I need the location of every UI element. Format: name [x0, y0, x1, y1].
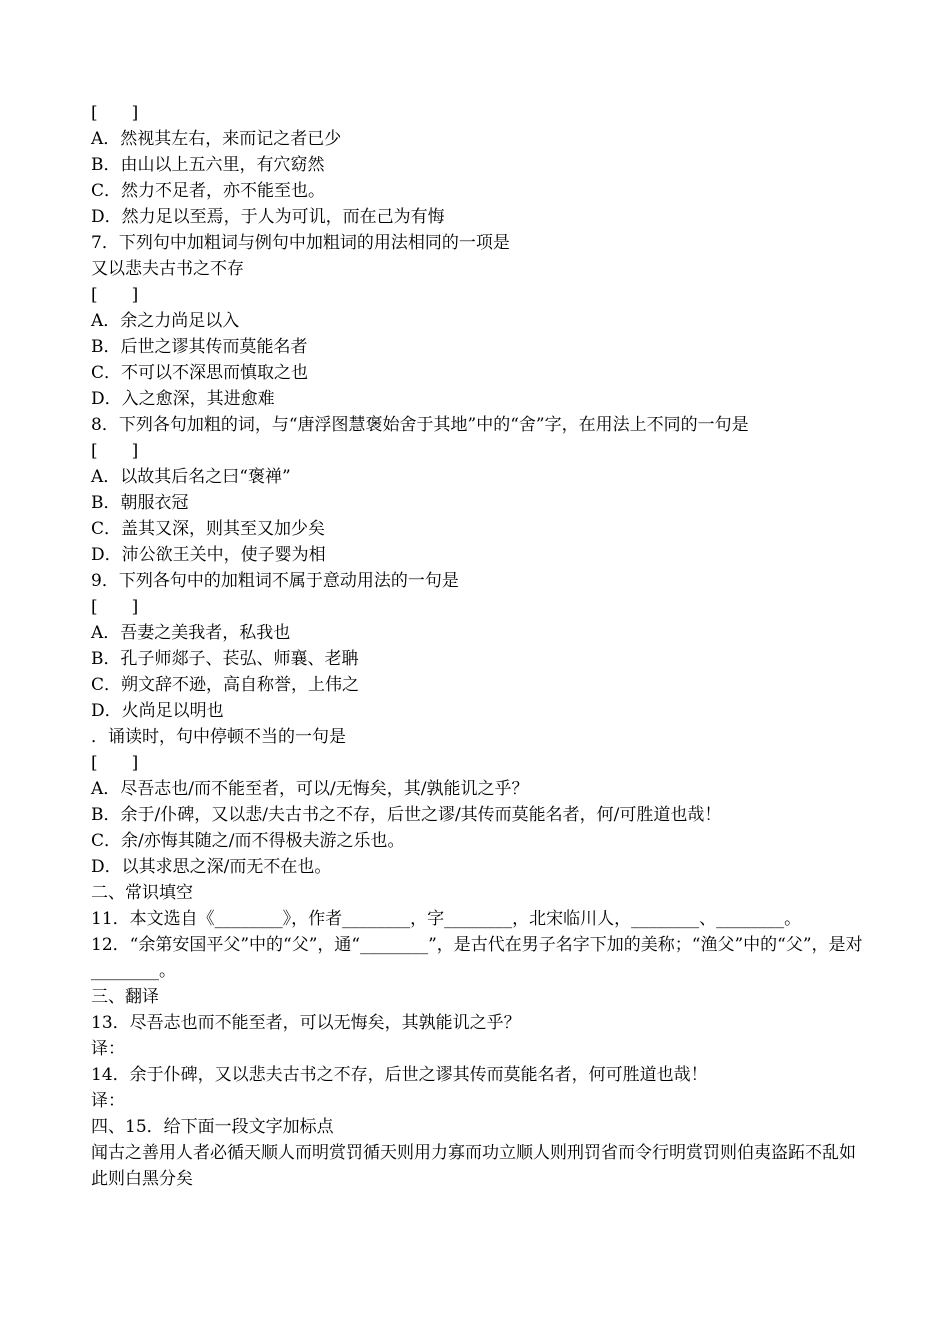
question-11: 11．本文选自《________》，作者________，字________，北宋临川人，________、________。: [91, 909, 802, 929]
question-7: 7．下列句中加粗词与例句中加粗词的用法相同的一项是: [91, 233, 510, 253]
option-d: D．沛公欲王关中，使子婴为相: [91, 545, 326, 565]
option-d: D．入之愈深，其进愈难: [91, 389, 275, 409]
option-d: D．以其求思之深/而无不在也。: [91, 857, 332, 877]
translation-label: 译：: [91, 1039, 125, 1059]
answer-bracket: [ ]: [91, 597, 139, 617]
option-b: B．后世之谬其传而莫能名者: [91, 337, 308, 357]
answer-bracket: [ ]: [91, 441, 139, 461]
option-b: B．由山以上五六里，有穴窈然: [91, 155, 325, 175]
option-c: C．余/亦悔其随之/而不得极夫游之乐也。: [91, 831, 405, 851]
option-c: C．然力不足者，亦不能至也。: [91, 181, 326, 201]
option-a: A．然视其左右，来而记之者已少: [91, 129, 342, 149]
answer-bracket: [ ]: [91, 285, 139, 305]
question-8: 8．下列各句加粗的词，与“唐浮图慧褒始舍于其地”中的“舍”字，在用法上不同的一句是: [91, 415, 749, 435]
section-heading: 三、翻译: [91, 987, 159, 1007]
option-d: D．然力足以至焉，于人为可讥，而在己为有悔: [91, 207, 445, 227]
option-b: B．孔子师郯子、苌弘、师襄、老聃: [91, 649, 359, 669]
punctuation-passage: 闻古之善用人者必循天顺人而明赏罚循天则用力寡而功立顺人则刑罚省而令行明赏罚则伯夷盗跖不乱如此则白黑分矣: [91, 1143, 856, 1189]
question-14: 14．余于仆碑，又以悲夫古书之不存，后世之谬其传而莫能名者，何可胜道也哉！: [91, 1065, 708, 1085]
option-b: B．朝服衣冠: [91, 493, 189, 513]
answer-bracket: [ ]: [91, 103, 139, 123]
option-a: A．尽吾志也/而不能至者，可以/无悔矣，其/孰能讥之乎？: [91, 779, 529, 799]
section-heading: 二、常识填空: [91, 883, 193, 903]
option-c: C．不可以不深思而慎取之也: [91, 363, 309, 383]
option-d: D．火尚足以明也: [91, 701, 224, 721]
option-c: C．盖其又深，则其至又加少矣: [91, 519, 326, 539]
question-13: 13．尽吾志也而不能至者，可以无悔矣，其孰能讥之乎？: [91, 1013, 521, 1033]
option-b: B．余于/仆碑，又以悲/夫古书之不存，后世之谬/其传而莫能名者，何/可胜道也哉！: [91, 805, 722, 825]
question-10: ．诵读时，句中停顿不当的一句是: [91, 727, 346, 747]
example-sentence: 又以悲夫古书之不存: [91, 259, 244, 279]
section-heading: 四、15．给下面一段文字加标点: [91, 1117, 334, 1137]
option-a: A．余之力尚足以入: [91, 311, 240, 331]
translation-label: 译：: [91, 1091, 125, 1111]
option-a: A．吾妻之美我者，私我也: [91, 623, 291, 643]
option-c: C．朔文辞不逊，高自称誉，上伟之: [91, 675, 360, 695]
question-12: 12．“余第安国平父”中的“父”，通“________”，是古代在男子名字下加的美称；“渔父”中的“父”，是对________。: [91, 935, 863, 981]
answer-bracket: [ ]: [91, 753, 139, 773]
option-a: A．以故其后名之曰“褒禅”: [91, 467, 291, 487]
question-9: 9．下列各句中的加粗词不属于意动用法的一句是: [91, 571, 459, 591]
exam-page: [91, 100, 863, 1192]
